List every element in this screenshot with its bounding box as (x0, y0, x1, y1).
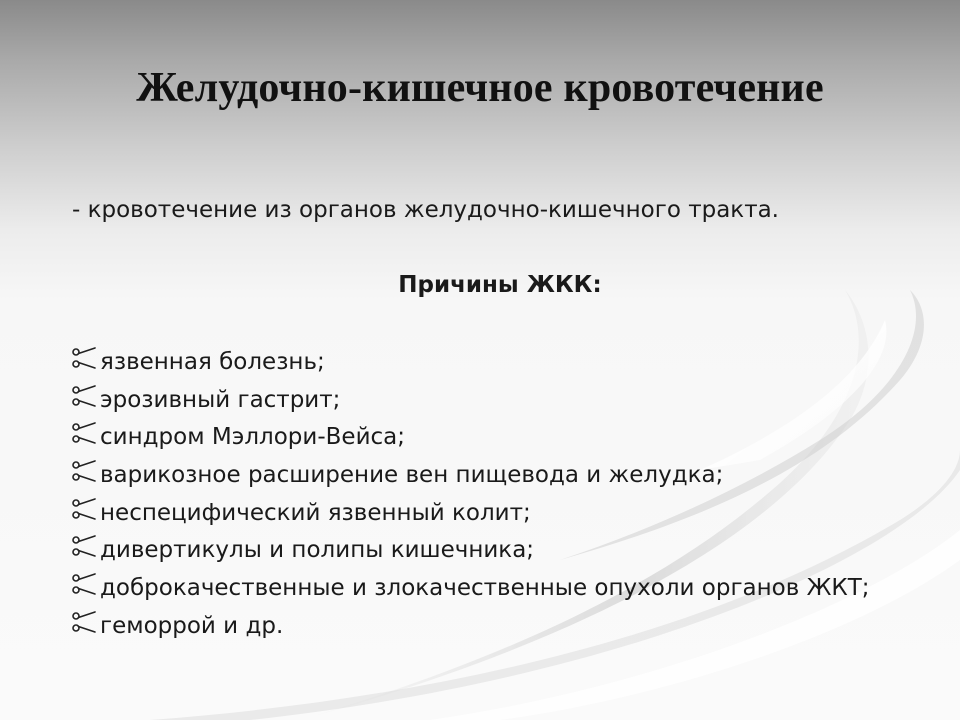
definition-text: - кровотечение из органов желудочно-кишечного тракта. (72, 197, 779, 223)
cause-item-text: неспецифический язвенный колит; (100, 499, 531, 526)
scissors-icon (70, 532, 98, 560)
cause-item (70, 494, 870, 532)
cause-item-text: доброкачественные и злокачественные опухоли органов ЖКТ; (100, 574, 870, 601)
scissors-icon (70, 495, 98, 523)
cause-item (70, 607, 870, 645)
slide-title: Желудочно-кишечное кровотечение (136, 65, 824, 111)
cause-item-text: синдром Мэллори-Вейса; (100, 424, 406, 451)
scissors-icon (70, 457, 98, 485)
cause-item (70, 418, 870, 456)
scissors-icon (70, 570, 98, 598)
cause-item-text: эрозивный гастрит; (100, 386, 341, 413)
causes-list (70, 343, 870, 645)
scissors-icon (70, 382, 98, 410)
cause-item-text: варикозное расширение вен пищевода и желудка; (100, 461, 724, 488)
scissors-icon (70, 344, 98, 372)
cause-item (70, 531, 870, 569)
scissors-icon (70, 608, 98, 636)
causes-heading: Причины ЖКК: (398, 272, 602, 298)
cause-item-text: дивертикулы и полипы кишечника; (100, 537, 535, 564)
cause-item (70, 569, 870, 607)
cause-item-text: геморрой и др. (100, 612, 284, 639)
cause-item-text: язвенная болезнь; (100, 348, 325, 375)
cause-item (70, 456, 870, 494)
cause-item (70, 343, 870, 381)
cause-item (70, 381, 870, 419)
scissors-icon (70, 419, 98, 447)
